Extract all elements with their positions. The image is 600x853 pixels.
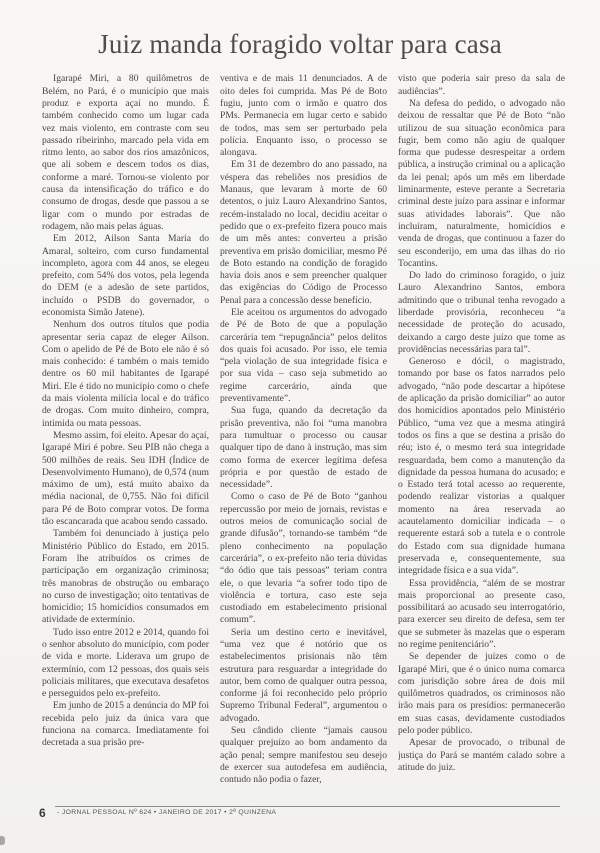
article-paragraph: Sua fuga, quando da decretação da prisão preventiva, não foi “uma manobra para tumultuar o processo ou causar qualquer tipo de dano à instrução, mas sim como forma de exercer legítima defesa própria e por questão de estado de necessidade”. <box>220 405 387 491</box>
scan-edge-artifact <box>0 836 5 845</box>
article-paragraph: visto que poderia sair preso da sala de audiências”. <box>398 73 565 97</box>
article-paragraph: Também foi denunciado à justiça pelo Ministério Público do Estado, em 2015. Foram lhe atribuídos os crimes de participação em organização criminosa; três manobras de obstrução ou embaraço no curso de investigação; oito tentativas de homicídio; 15 homicídios consumados em atividade de extermínio. <box>42 528 209 626</box>
article-paragraph: ventiva e de mais 11 denunciados. A de oito deles foi cumprida. Mas Pé de Boto fugiu, junto com o irmão e quatro dos PMs. Permanecia em lugar certo e sabido de todos, mas sem ser perturbado pela polícia. Enquanto isso, o processo se alongava. <box>220 73 387 159</box>
article-paragraph: Se depender de juízes como o de Igarapé Miri, que é o único numa comarca com jurisdição sobre área de dois mil quilômetros quadrados, os criminosos não irão mais para os presídios: permanecerão em suas casas, devidamente custodiados pelo poder público. <box>398 651 565 737</box>
article-paragraph: Ele aceitou os argumentos do advogado de Pé de Boto de que a população carcerária tem “repugnância” pelos delitos dos quais foi acusado. Por isso, ele temia “pela violação de sua integridade física e por sua vida – caso seja submetido ao regime carcerário, ainda que preventivamente”. <box>220 306 387 405</box>
article-paragraph: Em junho de 2015 a denúncia do MP foi recebida pelo juiz da única vara que funciona na comarca. Imediatamente foi decretada a sua prisão pre- <box>42 700 209 749</box>
article-paragraph: Do lado do criminoso foragido, o juiz Lauro Alexandrino Santos, embora admitindo que o tribunal tenha revogado a liberdade provisória, reconheceu “a necessidade de proteção do acusado, deixando a cargo deste juízo que tome as providências necessárias para tal”. <box>398 270 565 355</box>
article-column-3 <box>398 73 565 799</box>
article-column-1 <box>42 73 209 799</box>
article-body <box>0 73 600 799</box>
article-column-2 <box>220 73 387 799</box>
article-paragraph: Como o caso de Pé de Boto “ganhou repercussão por meio de jornais, revistas e outros meios de comunicação social de grande difusão”, tornando-se também “de pleno conhecimento na população carcerária”, o ex-prefeito não teria dúvidas “do ódio que tais pessoas” teriam contra ele, o que levaria “a sofrer todo tipo de violência e tortura, caso este seja custodiado em estabelecimento prisional comum”. <box>220 491 387 626</box>
footer-issue-line: - JORNAL PESSOAL Nº 624 • JANEIRO DE 2017 • 2ª QUINZENA <box>57 809 277 816</box>
article-paragraph: Seria um destino certo e inevitável, “uma vez que é notório que os estabelecimentos prisionais não têm estrutura para resguardar a integridade do autor, bem como de qualquer outra pessoa, conforme já foi reconhecido pelo próprio Supremo Tribunal Federal”, argumentou o advogado. <box>220 626 387 724</box>
page-number: 6 <box>39 806 46 820</box>
article-paragraph: Tudo isso entre 2012 e 2014, quando foi o senhor absoluto do município, com poder de vida e morte. Liderava um grupo de extermínio, com 12 pessoas, dos quais seis policiais militares, que executava desafetos e perseguidos pelo ex-prefeito. <box>42 626 209 700</box>
article-paragraph: Essa providência, “além de se mostrar mais proporcional ao presente caso, possibilitará ao acusado seu interrogatório, para exercer seu direito de defesa, sem ter que se submeter às mazelas que o esperam no regime penitenciário”. <box>398 577 565 650</box>
footer-rule <box>55 806 560 807</box>
article-paragraph: Apesar de provocado, o tribunal de justiça do Pará se mantém calado sobre a atitude do juiz. <box>398 737 565 773</box>
article-title: Juiz manda foragido voltar para casa <box>98 29 502 59</box>
article-paragraph: Na defesa do pedido, o advogado não deixou de ressaltar que Pé de Boto “não utilizou de sua situação econômica para fugir, bem como não agiu de qualquer forma que pudesse desrespeitar a ordem pública, a instrução criminal ou a aplicação da lei penal; após um mês em liberdade liminarmente, esteve perante a Secretaria criminal deste juízo para assinar e informar suas atividades laborais”. Que não incluíram, naturalmente, homicídios e venda de drogas, que continuou a fazer do seu esconderijo, em uma das ilhas do rio Tocantins. <box>398 97 565 269</box>
article-paragraph: Nenhum dos outros títulos que podia apresentar seria capaz de eleger Ailson. Com o apelido de Pé de Boto ele não é só mais conhecido: é também o mais temido dentre os 60 mil habitantes de Igarapé Miri. Ele é tido no município como o chefe da mais violenta milícia local e do tráfico de drogas. Com muito dinheiro, compra, intimida ou mata pessoas. <box>42 319 209 429</box>
article-paragraph: Igarapé Miri, a 80 quilômetros de Belém, no Pará, é o município que mais produz e exporta açaí no mundo. É também conhecido como um lugar cada vez mais violento, em contraste com seu passado ribeirinho, marcado pela vida em ritmo lento, ao sabor dos rios amazônicos, que ali sobem e descem todos os dias, conforme a maré. Tornou-se violento por causa da intensificação do tráfico e do consumo de drogas, desde que passou a se ligar com o mundo por estradas de rodagem, não mais pelas águas. <box>42 73 209 232</box>
article-paragraph: Generoso e dócil, o magistrado, tomando por base os fatos narrados pelo advogado, “não pode descartar a hipótese de aplicação da prisão domiciliar” ao autor dos homicídios apontados pelo Ministério Público, “uma vez que a mesma atingirá todos os fins a que se destina a prisão do réu; isto é, o mesmo terá sua integridade resguardada, bem como a manutenção da dignidade da pessoa humana do acusado; e o Estado terá total acesso ao requerente, podendo realizar vistorias a qualquer momento na área reservada ao acautelamento domiciliar indicada – o requerente estará sob a tutela e o controle do Estado com sua dignidade humana preservada e, consequentemente, sua integridade física e a sua vida”. <box>398 356 565 577</box>
article-paragraph: Mesmo assim, foi eleito. Apesar do açaí, Igarapé Miri é pobre. Seu PIB não chega a 500 milhões de reais. Seu IDH (Índice de Desenvolvimento Humano), de 0,574 (num máximo de um), está muito abaixo da média nacional, de 0,755. Não foi difícil para Pé de Boto comprar votos. De forma tão escancarada que acabou sendo cassado. <box>42 429 209 528</box>
article-paragraph: Seu cândido cliente “jamais causou qualquer prejuízo ao bom andamento da ação penal; sempre manifestou seu desejo de exercer sua autodefesa em audiência, contudo não podia o fazer, <box>220 725 387 786</box>
article-paragraph: Em 2012, Ailson Santa Maria do Amaral, solteiro, com curso fundamental incompleto, agora com 44 anos, se elegeu prefeito, com 54% dos votos, pela legenda do DEM (e a adesão de sete partidos, incluído o PSDB do governador, o economista Simão Jatene). <box>42 233 209 318</box>
article-paragraph: Em 31 de dezembro do ano passado, na véspera das rebeliões nos presídios de Manaus, que levaram à morte de 60 detentos, o juiz Lauro Alexandrino Santos, recém-instalado no local, decidiu aceitar o pedido que o ex-prefeito fizera pouco mais de um mês antes: converteu a prisão preventiva em prisão domiciliar, mesmo Pé de Boto estando na condição de foragido havia dois anos e sem preencher qualquer das exigências do Código de Processo Penal para a concessão desse benefício. <box>220 159 387 306</box>
